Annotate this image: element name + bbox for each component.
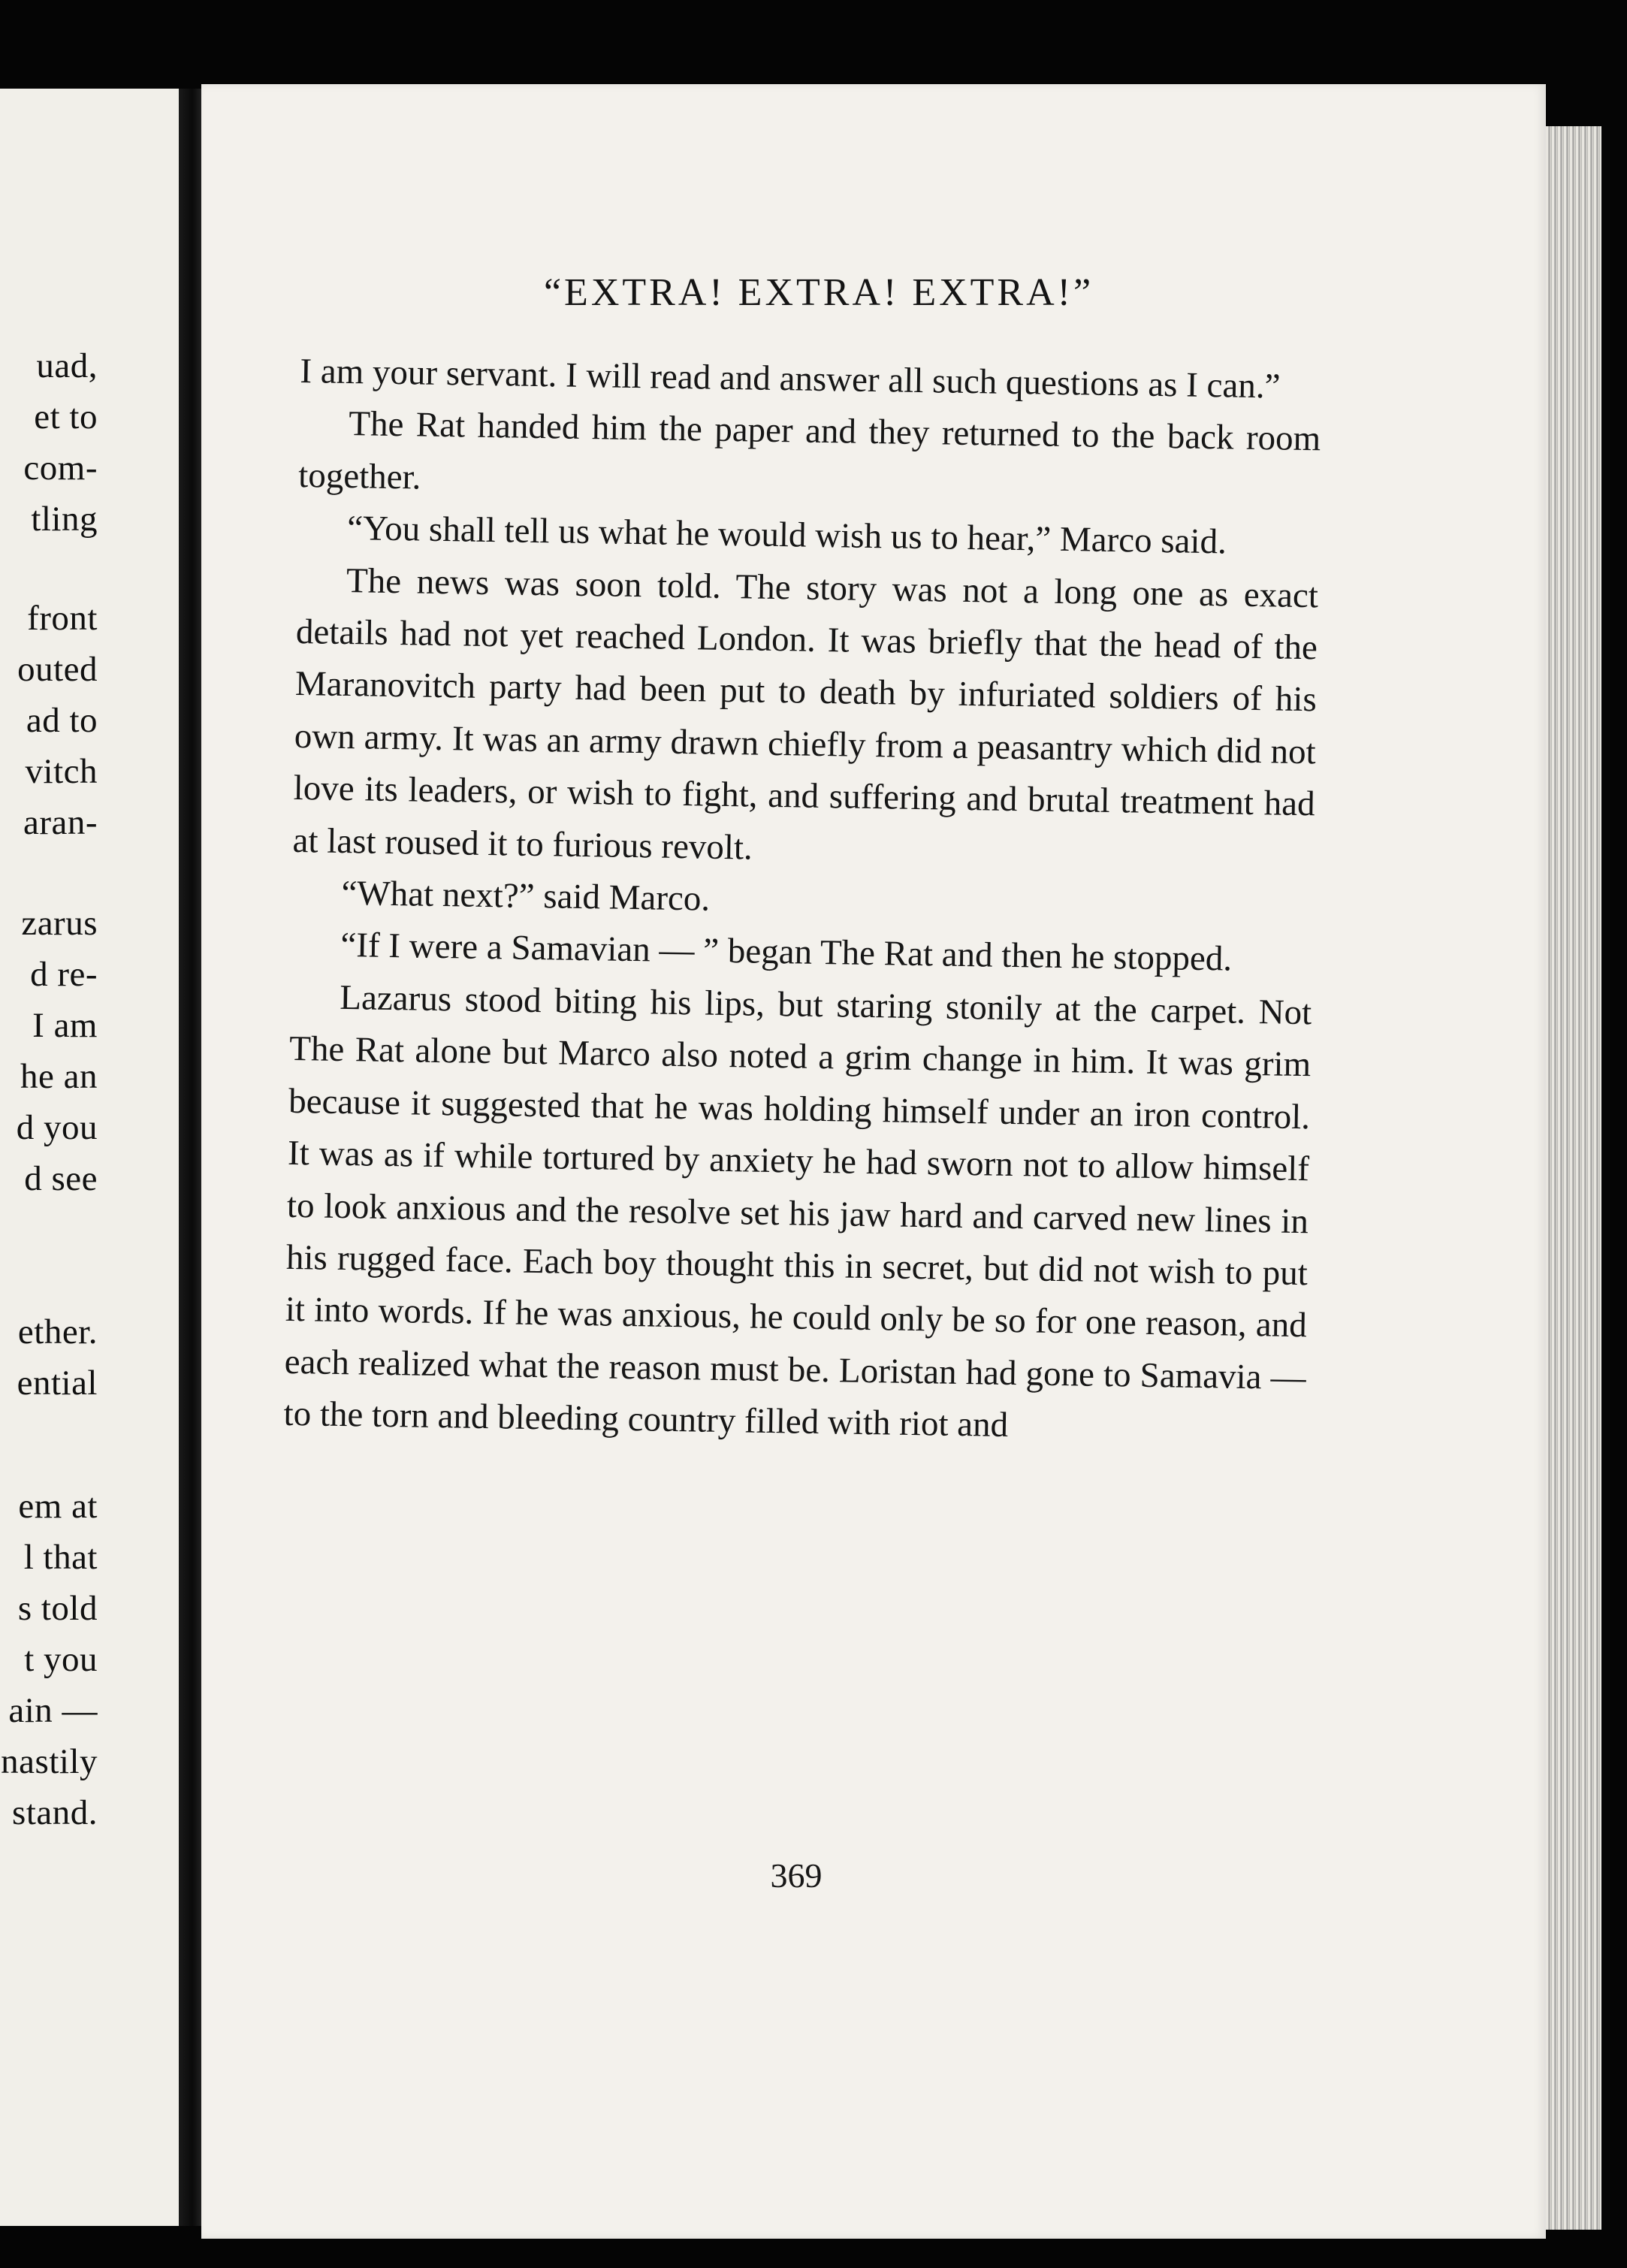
- left-page-line: com-: [23, 448, 98, 488]
- book-gutter: [179, 89, 201, 2226]
- left-page-line: stand.: [12, 1793, 98, 1832]
- left-page-line: s told: [17, 1589, 98, 1628]
- left-page-line: I am: [32, 1006, 98, 1045]
- running-head: “EXTRA! EXTRA! EXTRA!”: [543, 271, 1094, 314]
- page-edges: [1546, 126, 1601, 2230]
- paragraph: Lazarus stood biting his lips, but staring stonily at the carpet. Not The Rat alone but Marco also noted a grim change in him. It was grim because it suggested that he was holding himself under an iron control. It was as if while tortured by anxiety he had sworn not to allow himself to look anxious and the resolve set his jaw hard and carved new lines in his rugged face. Each boy thought this in secret, but did not wish to put it into words. If he was anxious, he could only be so for one reason, and each realized what the reason must be. Loristan had gone to Samavia — to the torn and bleeding country filled with riot and: [283, 977, 1312, 1445]
- left-page-line: d re-: [30, 955, 98, 994]
- left-page-line: em at: [18, 1487, 98, 1526]
- page-number: 369: [770, 1856, 823, 1895]
- body-text: [283, 346, 1322, 1457]
- left-page-line: nastily: [1, 1742, 98, 1781]
- left-page-line: ad to: [26, 701, 98, 740]
- left-page-line: ain —: [8, 1691, 98, 1730]
- previous-page: [0, 89, 179, 2226]
- left-page-line: tling: [31, 500, 98, 539]
- left-page-line: t you: [24, 1640, 98, 1679]
- left-page-line: l that: [23, 1538, 98, 1577]
- paragraph: The news was soon told. The story was not a long one as exact details had not yet reached London. It was briefly that the head of the Maranovitch party had been put to death by infuriated soldiers of his own army. It was an army drawn chiefly from a peasantry which did not love its leaders, or wish to fight, and suffering and brutal treatment had at last roused it to furious revolt.: [292, 560, 1319, 868]
- left-page-line: uad,: [36, 346, 98, 385]
- paragraph: The Rat handed him the paper and they returned to the back room together.: [297, 404, 1321, 497]
- paragraph: “You shall tell us what he would wish us to hear,” Marco said.: [346, 509, 1227, 562]
- paragraph: I am your servant. I will read and answer all such questions as I can.”: [300, 351, 1281, 406]
- left-page-line: he an: [20, 1057, 98, 1096]
- left-page-line: d see: [24, 1159, 98, 1198]
- left-page-line: d you: [16, 1108, 98, 1147]
- paragraph: “What next?” said Marco.: [341, 874, 711, 919]
- left-page-line: ether.: [17, 1312, 98, 1351]
- left-page-line: front: [27, 599, 98, 638]
- left-page-line: ential: [17, 1364, 98, 1403]
- left-page-line: outed: [17, 650, 98, 689]
- left-page-line: vitch: [25, 752, 98, 791]
- paragraph: “If I were a Samavian — ” began The Rat and then he stopped.: [340, 926, 1233, 980]
- left-page-line: et to: [34, 397, 98, 436]
- left-page-line: aran-: [23, 803, 98, 842]
- left-page-line: zarus: [21, 904, 98, 943]
